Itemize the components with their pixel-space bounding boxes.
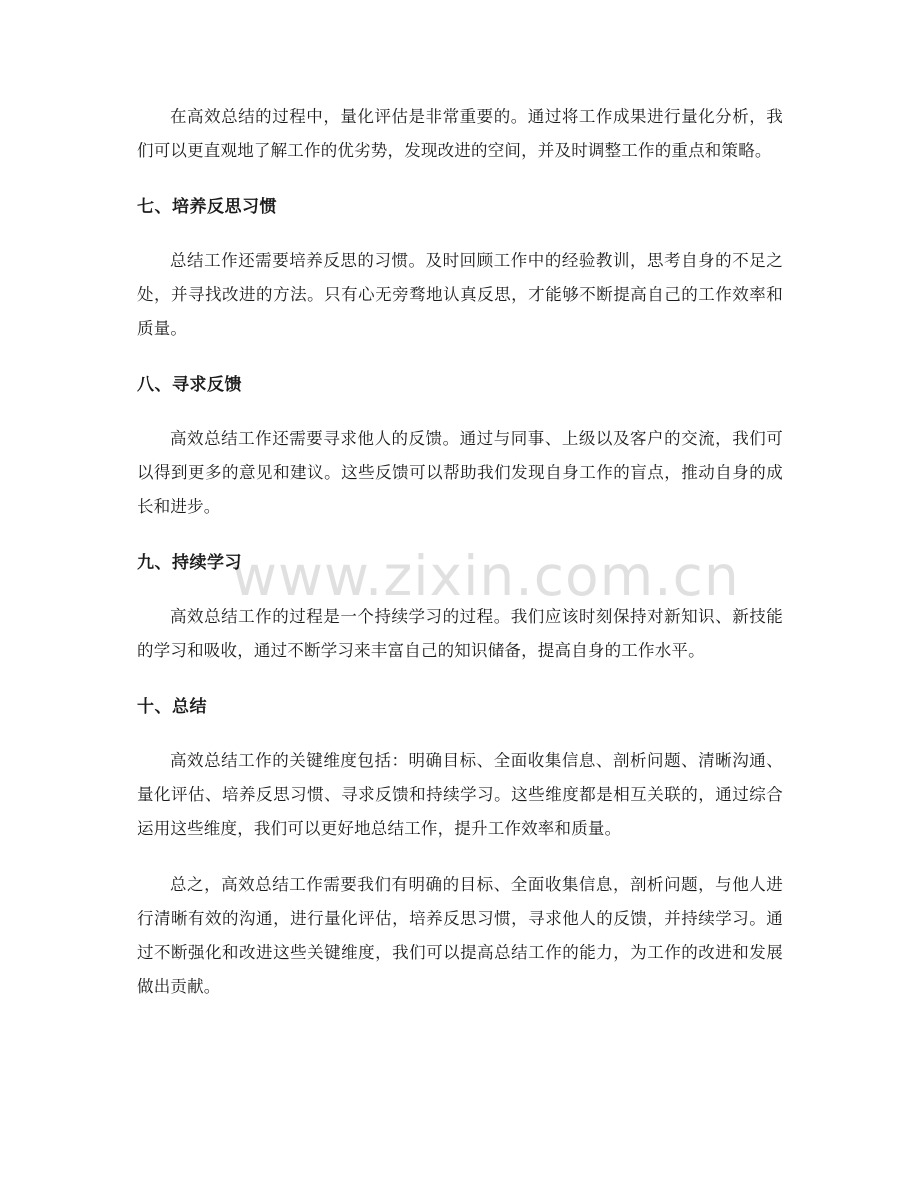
heading-section-8: 八、寻求反馈 [137,375,242,395]
watermark-text: www.zixin.com.cn [232,544,740,608]
heading-section-9: 九、持续学习 [137,553,242,573]
paragraph-summary-dimensions: 高效总结工作的关键维度包括：明确目标、全面收集信息、剖析问题、清晰沟通、量化评估、培养反思习惯、寻求反馈和持续学习。这些维度都是相互关联的，通过综合运用这些维度，我们可以更好地总结工作，提升工作效率和质量。 [137,751,783,838]
paragraph-continuous-learning: 高效总结工作的过程是一个持续学习的过程。我们应该时刻保持对新知识、新技能的学习和吸收，通过不断学习来丰富自己的知识储备，提高自身的工作水平。 [137,607,783,660]
heading-section-10: 十、总结 [137,697,207,717]
paragraph-reflection-habit: 总结工作还需要培养反思的习惯。及时回顾工作中的经验教训，思考自身的不足之处，并寻找改进的方法。只有心无旁骛地认真反思，才能够不断提高自己的工作效率和质量。 [137,251,783,338]
paragraph-seek-feedback: 高效总结工作还需要寻求他人的反馈。通过与同事、上级以及客户的交流，我们可以得到更多的意见和建议。这些反馈可以帮助我们发现自身工作的盲点，推动自身的成长和进步。 [137,429,783,516]
document-body [137,100,783,1026]
paragraph-quantitative-evaluation: 在高效总结的过程中，量化评估是非常重要的。通过将工作成果进行量化分析，我们可以更直观地了解工作的优劣势，发现改进的空间，并及时调整工作的重点和策略。 [137,107,783,160]
heading-section-7: 七、培养反思习惯 [137,197,277,217]
paragraph-conclusion: 总之，高效总结工作需要我们有明确的目标、全面收集信息，剖析问题，与他人进行清晰有效的沟通，进行量化评估，培养反思习惯，寻求他人的反馈，并持续学习。通过不断强化和改进这些关键维度，我们可以提高总结工作的能力，为工作的改进和发展做出贡献。 [137,875,783,996]
